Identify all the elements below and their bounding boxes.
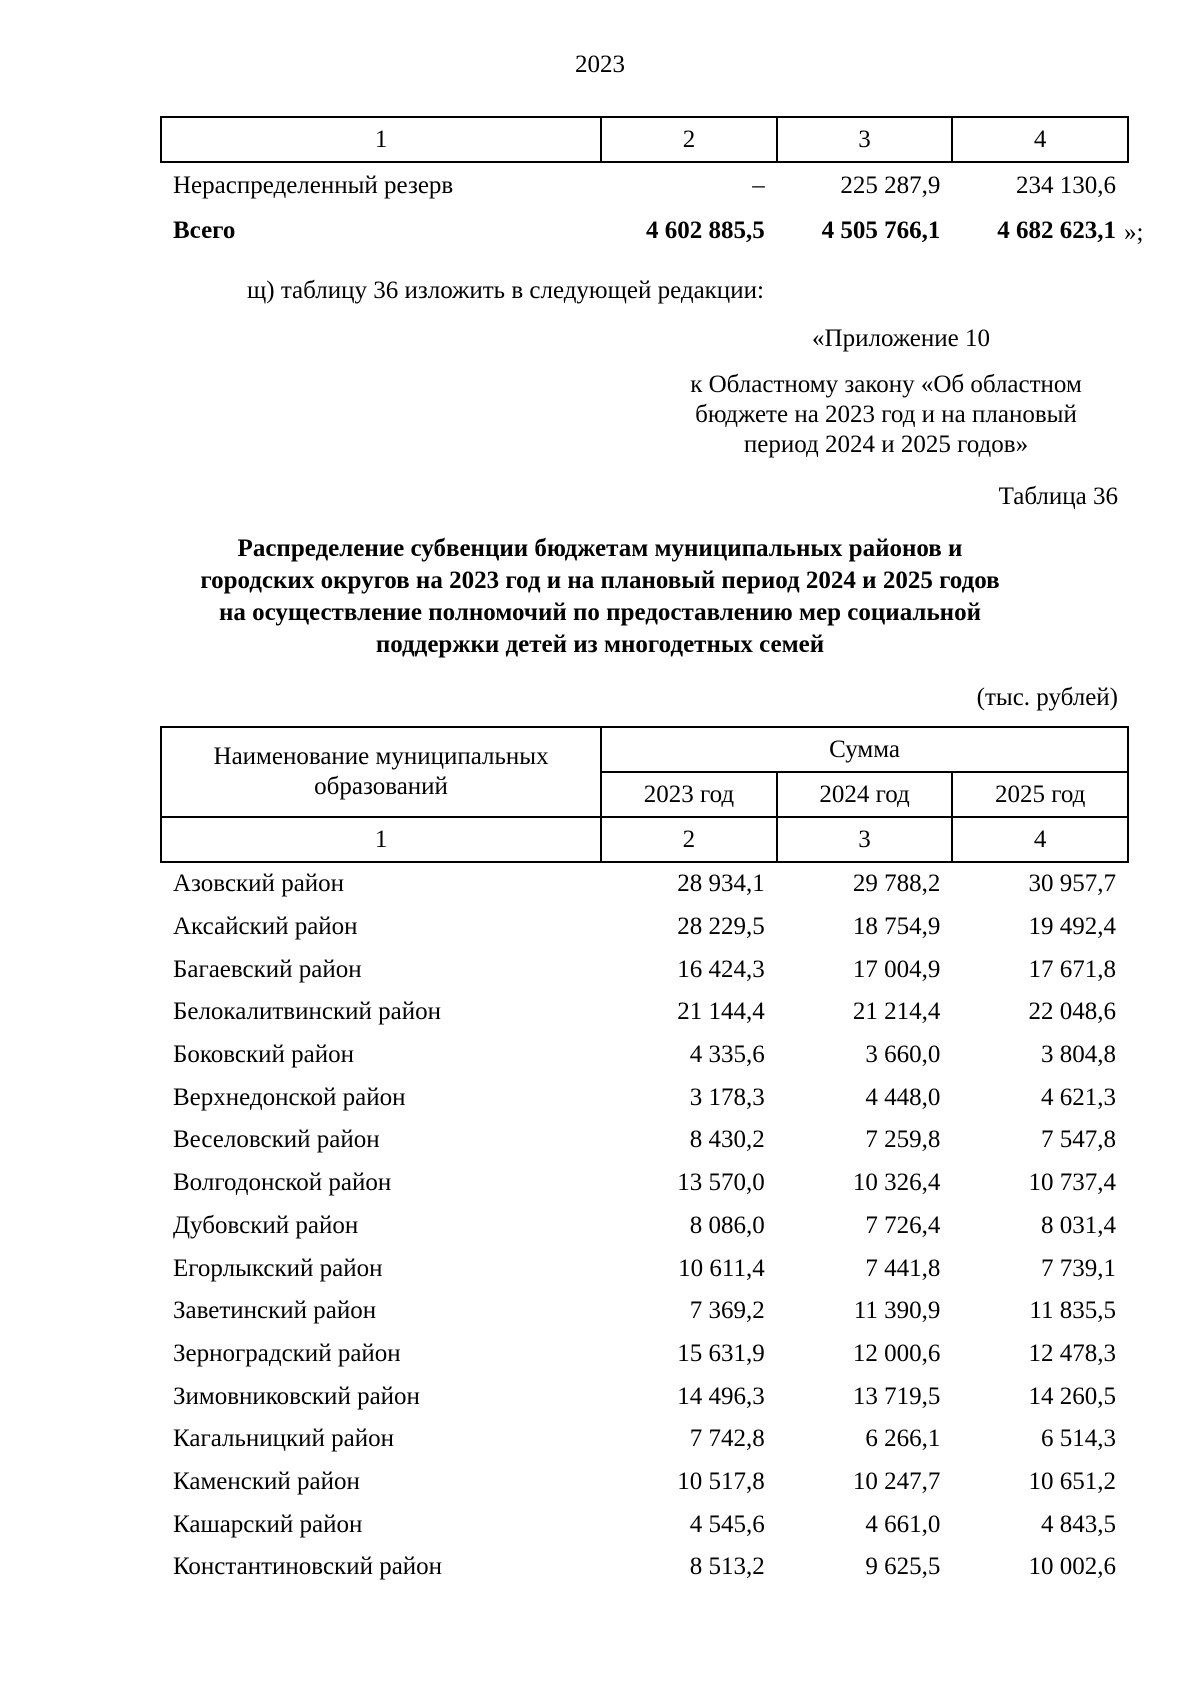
value-2025: 4 843,5: [1041, 1510, 1116, 1538]
previous-table-fragment: [160, 116, 1129, 253]
title-line: городских округов на 2023 год и на плановый период 2024 и 2025 годов: [200, 567, 1000, 594]
title-line: Распределение субвенции бюджетам муниципальных районов и: [237, 535, 963, 562]
district-name: Каменский район: [173, 1467, 360, 1495]
value-2024: 10 326,4: [852, 1169, 941, 1197]
column-number: 4: [952, 817, 1128, 862]
column-number-row: [161, 117, 1128, 162]
district-name: Заветинский район: [173, 1297, 377, 1325]
district-name: Верхнедонской район: [173, 1083, 406, 1111]
value-2025: 17 671,8: [1028, 955, 1116, 983]
value-2023: 10 517,8: [677, 1467, 765, 1495]
value-2024: 13 719,5: [852, 1382, 941, 1410]
value-2025: 3 804,8: [1041, 1041, 1116, 1069]
title-line: поддержки детей из многодетных семей: [375, 631, 825, 658]
amendment-paragraph: щ) таблицу 36 изложить в следующей редакции:: [247, 277, 764, 304]
title-line: на осуществление полномочий по предоставлению мер социальной: [219, 599, 981, 626]
column-number: 2: [601, 117, 777, 162]
row-name: Нераспределенный резерв: [173, 171, 454, 199]
table-row: [161, 1503, 1128, 1546]
value-2025: 11 835,5: [1029, 1297, 1116, 1325]
value-2023: 15 631,9: [677, 1339, 765, 1367]
table-label: Таблица 36: [998, 483, 1118, 510]
value-2023: 28 934,1: [677, 870, 765, 898]
district-name: Константиновский район: [173, 1553, 443, 1581]
page-number: 2023: [575, 51, 625, 78]
appendix-line: бюджете на 2023 год и на плановый: [695, 401, 1077, 428]
district-name: Багаевский район: [173, 955, 362, 983]
value-2025: 234 130,6: [1016, 171, 1116, 199]
year-header: 2024 год: [777, 772, 953, 817]
value-2025: 10 651,2: [1028, 1467, 1116, 1495]
value-2023: 16 424,3: [677, 955, 765, 983]
value-2025: 22 048,6: [1028, 998, 1116, 1026]
value-2023: 10 611,4: [678, 1254, 765, 1282]
value-2024: 29 788,2: [852, 870, 941, 898]
value-2025: 6 514,3: [1041, 1425, 1116, 1453]
value-2025: 7 547,8: [1041, 1126, 1116, 1154]
district-name: Зимовниковский район: [173, 1382, 420, 1410]
value-2025: 10 737,4: [1028, 1169, 1116, 1197]
table-row: [161, 1034, 1128, 1077]
district-name: Дубовский район: [173, 1211, 359, 1239]
value-2023: 8 513,2: [689, 1553, 765, 1581]
column-number: 1: [161, 117, 601, 162]
table-row: [161, 1205, 1128, 1248]
year-header: 2023 год: [601, 772, 777, 817]
table-row: [161, 862, 1128, 906]
value-2024: 10 247,7: [852, 1467, 941, 1495]
table-row: [161, 906, 1128, 949]
value-2024: 17 004,9: [852, 955, 941, 983]
district-name: Кашарский район: [173, 1510, 363, 1538]
total-row: [161, 208, 1128, 253]
table-title: [150, 533, 1050, 661]
value-2023: –: [752, 171, 765, 199]
value-2024: 21 214,4: [852, 998, 941, 1026]
table-row: [161, 1375, 1128, 1418]
table-row: [161, 1247, 1128, 1290]
value-2023: 4 545,6: [689, 1510, 765, 1538]
value-2025: 14 260,5: [1028, 1382, 1116, 1410]
district-name: Азовский район: [173, 870, 345, 898]
units-label: (тыс. рублей): [976, 684, 1118, 711]
closing-quote: »;: [1124, 219, 1144, 246]
appendix-title: «Приложение 10: [812, 325, 990, 352]
table-row: [161, 1461, 1128, 1504]
value-2024: 4 448,0: [865, 1083, 941, 1111]
district-name: Егорлыкский район: [173, 1254, 383, 1282]
value-2024: 12 000,6: [852, 1339, 941, 1367]
value-2025: 4 621,3: [1041, 1083, 1116, 1111]
value-2025: 4 682 623,1: [997, 216, 1116, 244]
value-2024: 9 625,5: [865, 1553, 941, 1581]
value-2024: 7 259,8: [865, 1126, 941, 1154]
table-row: [161, 1418, 1128, 1461]
value-2023: 4 335,6: [689, 1041, 765, 1069]
appendix-line: к Областному закону «Об областном: [690, 371, 1082, 398]
column-number: 1: [161, 817, 601, 862]
table-row: [161, 991, 1128, 1034]
subvention-table: [160, 726, 1129, 1589]
column-number: 4: [952, 117, 1128, 162]
table-row: [161, 1290, 1128, 1333]
value-2023: 14 496,3: [677, 1382, 765, 1410]
value-2024: 4 661,0: [865, 1510, 941, 1538]
column-number: 2: [601, 817, 777, 862]
appendix-reference: [650, 324, 1122, 460]
column-number: 3: [777, 817, 953, 862]
value-2024: 6 266,1: [865, 1425, 941, 1453]
table-row: [161, 162, 1128, 208]
value-2024: 4 505 766,1: [821, 216, 941, 244]
value-2025: 19 492,4: [1028, 913, 1116, 941]
table-row: [161, 1119, 1128, 1162]
value-2023: 7 369,2: [689, 1297, 765, 1325]
table-row: [161, 1162, 1128, 1205]
district-name: Волгодонской район: [173, 1169, 392, 1197]
district-name: Зерноградский район: [173, 1339, 401, 1367]
value-2024: 18 754,9: [852, 913, 941, 941]
row-name: Всего: [173, 216, 236, 244]
district-name: Белокалитвинский район: [173, 998, 441, 1026]
value-2023: 13 570,0: [677, 1169, 765, 1197]
value-2023: 21 144,4: [677, 998, 765, 1026]
table-row: [161, 948, 1128, 991]
value-2023: 7 742,8: [689, 1425, 765, 1453]
value-2024: 225 287,9: [840, 171, 941, 199]
district-name: Веселовский район: [173, 1126, 380, 1154]
table-row: [161, 1076, 1128, 1119]
district-name: Кагальницкий район: [173, 1425, 395, 1453]
column-number: 3: [777, 117, 953, 162]
value-2025: 7 739,1: [1041, 1254, 1116, 1282]
value-2024: 7 441,8: [865, 1254, 941, 1282]
district-name: Боковский район: [173, 1041, 354, 1069]
value-2025: 10 002,6: [1028, 1553, 1116, 1581]
appendix-line: период 2024 и 2025 годов»: [743, 431, 1029, 458]
value-2023: 4 602 885,5: [646, 216, 765, 244]
value-2023: 3 178,3: [689, 1083, 765, 1111]
sum-header: Сумма: [601, 727, 1128, 772]
column-number-row: [161, 817, 1128, 862]
value-2023: 8 086,0: [689, 1211, 765, 1239]
value-2025: 30 957,7: [1028, 870, 1116, 898]
value-2023: 8 430,2: [689, 1126, 765, 1154]
table-row: [161, 1333, 1128, 1376]
year-header: 2025 год: [952, 772, 1128, 817]
district-name: Аксайский район: [173, 913, 358, 941]
value-2025: 8 031,4: [1041, 1211, 1116, 1239]
value-2024: 3 660,0: [865, 1041, 941, 1069]
name-column-header: Наименование муниципальных образований: [161, 727, 601, 817]
value-2024: 11 390,9: [853, 1297, 941, 1325]
value-2025: 12 478,3: [1028, 1339, 1116, 1367]
value-2023: 28 229,5: [677, 913, 765, 941]
header-row: [161, 727, 1128, 772]
value-2024: 7 726,4: [865, 1211, 941, 1239]
table-row: [161, 1546, 1128, 1589]
